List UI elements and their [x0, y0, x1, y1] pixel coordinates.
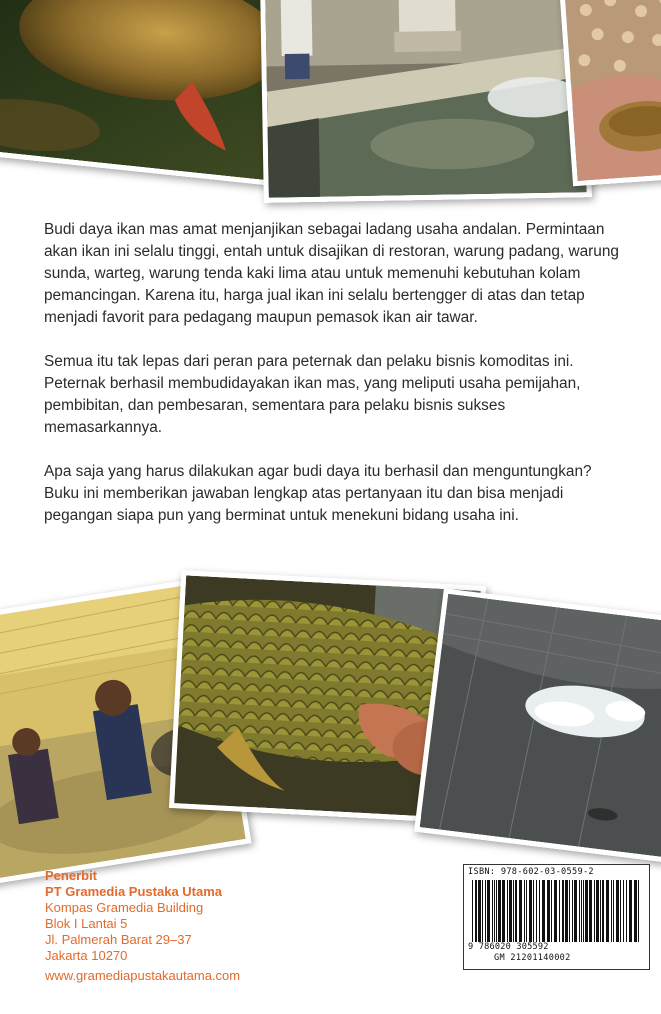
barcode-bar: [515, 880, 517, 942]
barcode-bar: [482, 880, 483, 942]
barcode-bar: [562, 880, 564, 942]
barcode-bar: [502, 880, 505, 942]
barcode-bar: [507, 880, 508, 942]
barcode-bar: [536, 880, 537, 942]
barcode-bar: [616, 880, 619, 942]
publisher-website-link[interactable]: www.gramediapustakautama.com: [45, 968, 241, 983]
barcode-bar: [542, 880, 545, 942]
barcode-bar: [526, 880, 527, 942]
barcode-bar: [496, 880, 497, 942]
barcode-bar: [589, 880, 592, 942]
isbn-barcode: [463, 864, 650, 970]
fish-pond-workers-photo: [260, 0, 592, 203]
description-paragraph-2: Semua itu tak lepas dari peran para peternak dan pelaku bisnis komoditas ini. Peternak berhasil membudidayakan ikan mas, yang meliputi usaha pemijahan, pembibitan, dan pembesaran, sementara para pelaku bisnis sukses memasarkannya.: [44, 353, 581, 436]
barcode-bar: [554, 880, 557, 942]
fish-fry-in-net-photo: [414, 588, 661, 864]
barcode-bar: [585, 880, 588, 942]
description-paragraph-1: Budi daya ikan mas amat menjanjikan sebagai ladang usaha andalan. Permintaan akan ikan ini selalu tinggi, entah untuk disajikan di restoran, warung padang, warung sunda, warteg, warung tenda kaki lima atau untuk memenuhi kebutuhan kolam pemancingan. Karena itu, harga jual ikan ini selalu bertengger di atas dan tetap menjadi favorit para pedagang maupun pemasok ikan air tawar.: [44, 221, 619, 326]
barcode-bar: [629, 880, 632, 942]
barcode-bar: [594, 880, 595, 942]
publisher-label: Penerbit: [45, 868, 98, 883]
barcode-bar: [475, 880, 477, 942]
publisher-address-line: Kompas Gramedia Building: [45, 900, 204, 915]
barcode-bar: [606, 880, 609, 942]
barcode-bar: [509, 880, 512, 942]
barcode-bar: [513, 880, 514, 942]
barcode-bar: [547, 880, 550, 942]
barcode-bar: [638, 880, 639, 942]
barcode-bar: [620, 880, 621, 942]
barcode-bar: [579, 880, 580, 942]
barcode-bar: [524, 880, 525, 942]
barcode-code: GM 21201140002: [494, 953, 571, 963]
barcode-bar: [583, 880, 584, 942]
description-paragraph-3: Apa saja yang harus dilakukan agar budi daya itu berhasil dan menguntungkan? Buku ini memberikan jawaban lengkap atas pertanyaan itu dan bisa menjadi pegangan siapa pun yang berminat untuk menekuni bidang usaha ini.: [44, 463, 592, 524]
barcode-bars: [470, 880, 642, 942]
barcode-bar: [626, 880, 627, 942]
barcode-bar: [492, 880, 493, 942]
barcode-bar: [596, 880, 599, 942]
barcode-bar: [485, 880, 486, 942]
barcode-bar: [559, 880, 560, 942]
barcode-bar: [572, 880, 573, 942]
description-block: [44, 219, 624, 549]
barcode-bar: [613, 880, 614, 942]
fish-feed-pellets-photo: [559, 0, 661, 186]
barcode-bar: [565, 880, 568, 942]
publisher-address-line: Jl. Palmerah Barat 29–37: [45, 932, 192, 947]
barcode-bar: [494, 880, 495, 942]
barcode-bar: [478, 880, 481, 942]
publisher-info: [45, 868, 425, 984]
publisher-address-line: Jakarta 10270: [45, 948, 128, 963]
barcode-bar: [487, 880, 490, 942]
barcode-bar: [634, 880, 637, 942]
carp-held-photo: [0, 0, 295, 186]
barcode-bar: [569, 880, 570, 942]
barcode-bar: [533, 880, 534, 942]
barcode-bar: [551, 880, 552, 942]
barcode-bar: [574, 880, 577, 942]
barcode-bar: [529, 880, 532, 942]
publisher-address-line: Blok I Lantai 5: [45, 916, 128, 931]
publisher-name: PT Gramedia Pustaka Utama: [45, 884, 223, 899]
isbn-label: ISBN: 978-602-03-0559-2: [468, 867, 594, 877]
barcode-bar: [623, 880, 624, 942]
barcode-bar: [600, 880, 601, 942]
barcode-bar: [611, 880, 612, 942]
barcode-bar: [539, 880, 540, 942]
barcode-number: 9 786020 305592: [468, 942, 549, 952]
barcode-bar: [498, 880, 501, 942]
barcode-bar: [602, 880, 604, 942]
barcode-bar: [519, 880, 522, 942]
barcode-bar: [581, 880, 582, 942]
barcode-bar: [472, 880, 473, 942]
